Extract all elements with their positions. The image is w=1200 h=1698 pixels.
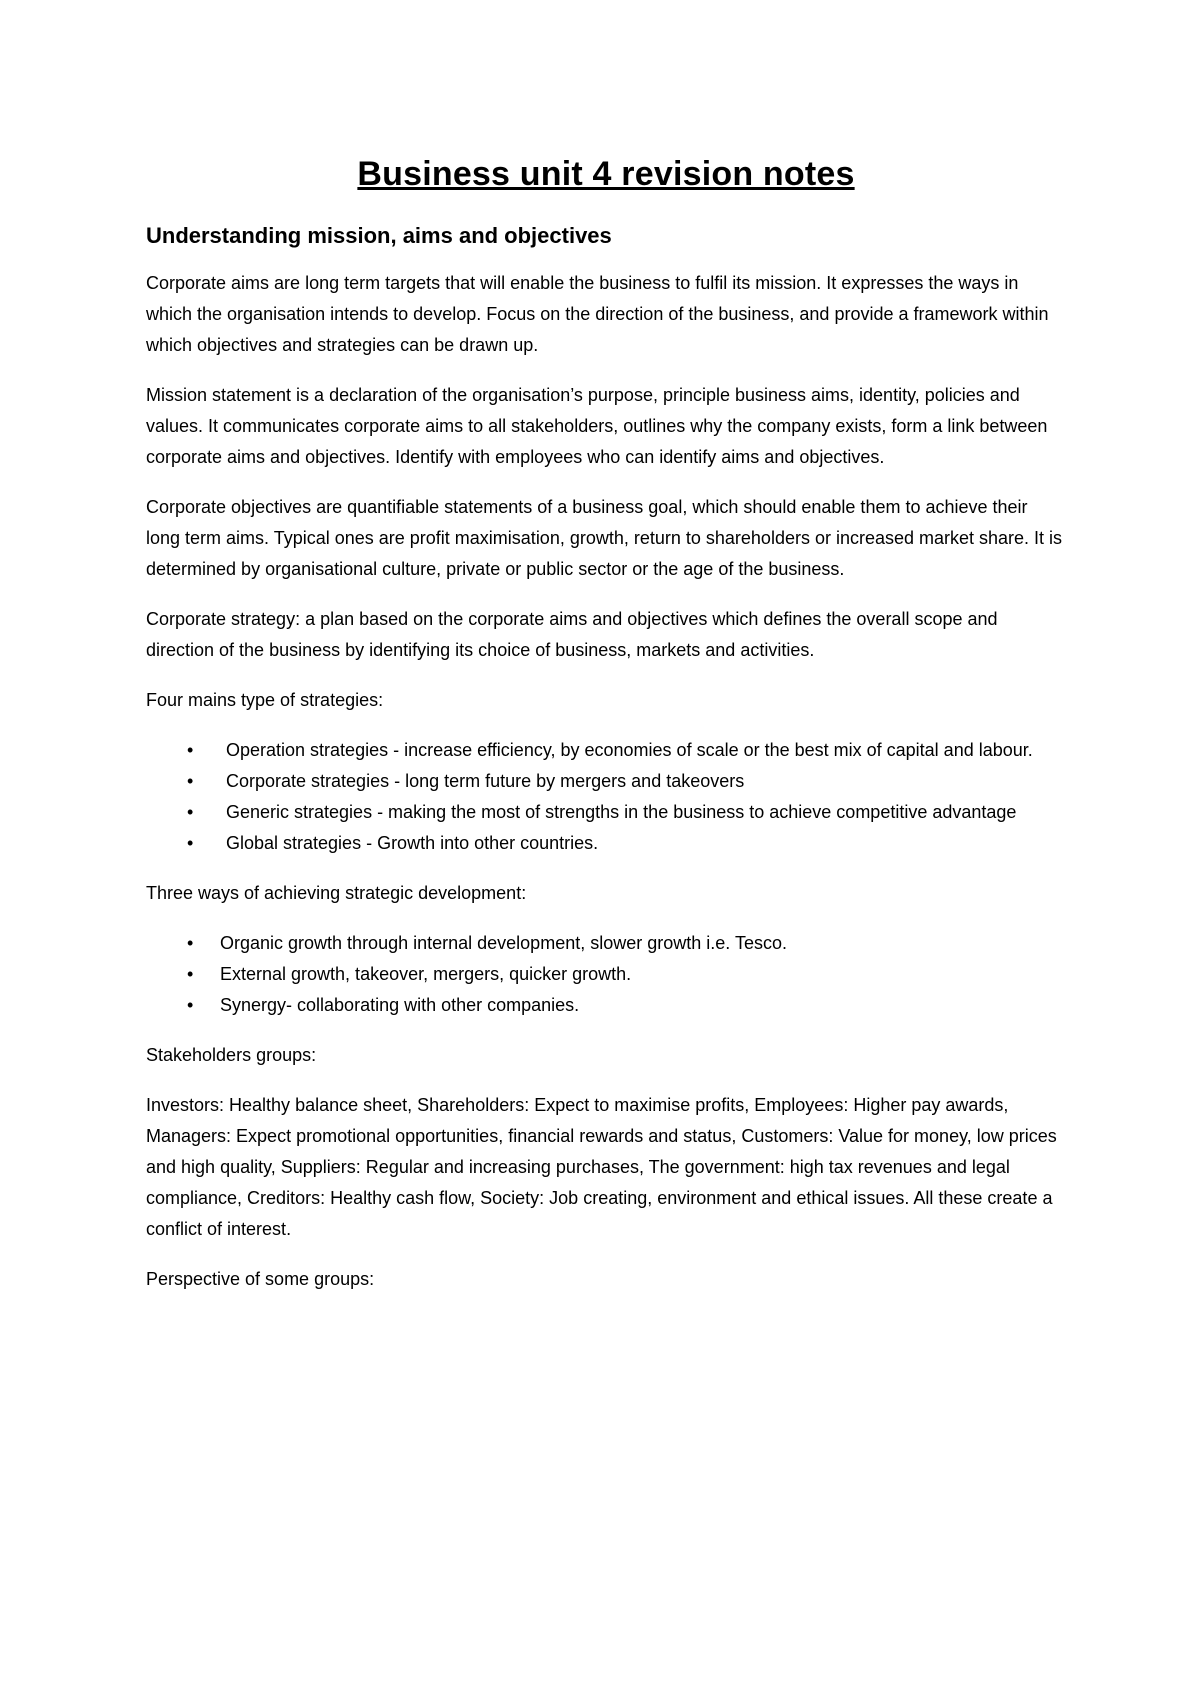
paragraph-stakeholders-groups: Investors: Healthy balance sheet, Shareholders: Expect to maximise profits, Employees: Higher pay awards, Managers: Expect promotional opportunities, financial rewards and status, Customers: Value for money, low prices and high quality, Suppliers: Regular and increasing purchases, The government: high tax revenues and legal compliance, Creditors: Healthy cash flow, Society: Job creating, environment and ethical issues. All these create a conflict of interest.: [146, 1095, 1057, 1239]
list-item: [146, 735, 1066, 766]
bullet-icon: •: [187, 964, 194, 984]
paragraph-perspective: Perspective of some groups:: [146, 1269, 375, 1289]
list-item: [146, 928, 1066, 959]
paragraph-development-intro: Three ways of achieving strategic development:: [146, 883, 527, 903]
paragraph-corporate-strategy: Corporate strategy: a plan based on the corporate aims and objectives which defines the overall scope and direction of the business by identifying its choice of business, markets and activities.: [146, 609, 998, 660]
list-item-text: Corporate strategies - long term future by mergers and takeovers: [226, 771, 745, 791]
bullet-icon: •: [187, 740, 194, 760]
paragraph-stakeholders-intro: Stakeholders groups:: [146, 1045, 317, 1065]
list-item: [146, 990, 1066, 1021]
bullet-icon: •: [187, 802, 194, 822]
bullet-icon: •: [187, 933, 194, 953]
list-item: [146, 959, 1066, 990]
bullet-icon: •: [187, 771, 194, 791]
bullet-icon: •: [187, 833, 194, 853]
development-list: [146, 928, 1066, 1021]
list-item-text: Synergy- collaborating with other companies.: [220, 995, 580, 1015]
list-item: [146, 828, 1066, 859]
paragraph-mission-statement: Mission statement is a declaration of the organisation’s purpose, principle business aims, identity, policies and values. It communicates corporate aims to all stakeholders, outlines why the company exists, form a link between corporate aims and objectives. Identify with employees who can identify aims and objectives.: [146, 385, 1048, 467]
paragraph-corporate-objectives: Corporate objectives are quantifiable statements of a business goal, which should enable them to achieve their long term aims. Typical ones are profit maximisation, growth, return to shareholders or increased market share. It is determined by organisational culture, private or public sector or the age of the business.: [146, 497, 1063, 579]
list-item: [146, 797, 1066, 828]
list-item-text: Organic growth through internal development, slower growth i.e. Tesco.: [220, 933, 787, 953]
strategies-list: [146, 735, 1066, 859]
document-body: [146, 150, 1066, 1314]
list-item-text: Generic strategies - making the most of strengths in the business to achieve competitive advantage: [226, 802, 1017, 822]
section-heading: Understanding mission, aims and objectives: [146, 223, 612, 248]
list-item: [146, 766, 1066, 797]
document-title: Business unit 4 revision notes: [357, 155, 855, 193]
list-item-text: External growth, takeover, mergers, quicker growth.: [220, 964, 632, 984]
paragraph-corporate-aims: Corporate aims are long term targets that will enable the business to fulfil its mission. It expresses the ways in which the organisation intends to develop. Focus on the direction of the business, and provide a framework within which objectives and strategies can be drawn up.: [146, 273, 1049, 355]
list-item-text: Operation strategies - increase efficiency, by economies of scale or the best mix of capital and labour.: [226, 740, 1033, 760]
paragraph-strategies-intro: Four mains type of strategies:: [146, 690, 384, 710]
bullet-icon: •: [187, 995, 194, 1015]
list-item-text: Global strategies - Growth into other countries.: [226, 833, 599, 853]
